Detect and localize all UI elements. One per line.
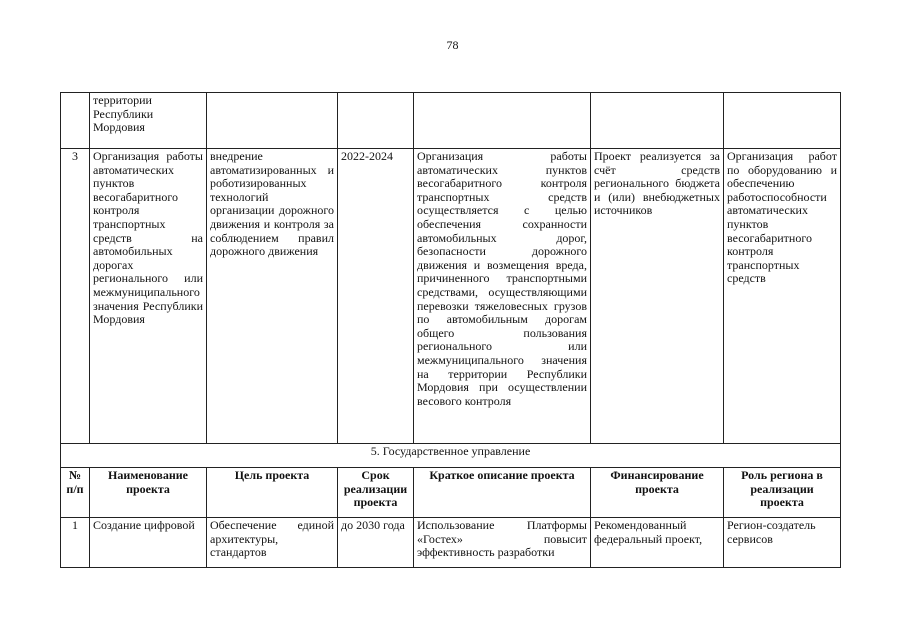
cell-goal	[207, 93, 338, 149]
header-name: Наименование проекта	[90, 468, 207, 518]
section-title: 5. Государственное управление	[61, 444, 841, 468]
cell-period: 2022-2024	[338, 149, 414, 444]
header-num: № п/п	[61, 468, 90, 518]
cell-financing	[591, 93, 724, 149]
cell-role	[724, 93, 841, 149]
header-role: Роль региона в реализации проекта	[724, 468, 841, 518]
cell-period	[338, 93, 414, 149]
header-row	[61, 468, 841, 518]
cell-num: 1	[61, 518, 90, 568]
cell-name: Организация работы автоматических пунктов весогабаритного контроля транспортных средств на автомобильных дорогах регионального или межмуниципального значения Республики Мордовия	[90, 149, 207, 444]
cell-role: Регион-создатель сервисов	[724, 518, 841, 568]
header-financing: Финансирование проекта	[591, 468, 724, 518]
cell-description	[414, 93, 591, 149]
cell-description: Использование Платформы «Гостех» повысит эффективность разработки	[414, 518, 591, 568]
page-number: 78	[446, 38, 459, 52]
cell-name: территории Республики Мордовия	[90, 93, 207, 149]
cell-description: Организация работы автоматических пунктов весогабаритного контроля транспортных средств осуществляется с целью обеспечения сохранности автомобильных дорог, безопасности дорожного движения и возмещения вреда, причиненного транспортными средствами, осуществляющими перевозки тяжеловесных грузов по автомобильным дорогам общего пользования регионального или межмуниципального значения на территории Республики Мордовия при осуществлении весового контроля	[414, 149, 591, 444]
table-row-continuation	[61, 93, 841, 149]
table-row-3	[61, 149, 841, 444]
header-goal: Цель проекта	[207, 468, 338, 518]
cell-num: 3	[61, 149, 90, 444]
table-row-1	[61, 518, 841, 568]
header-period: Срок реализации проекта	[338, 468, 414, 518]
cell-role: Организация работ по оборудованию и обеспечению работоспособности автоматических пунктов весогабаритного контроля транспортных средств	[724, 149, 841, 444]
projects-table	[60, 92, 841, 568]
cell-financing: Рекомендованный федеральный проект,	[591, 518, 724, 568]
header-description: Краткое описание проекта	[414, 468, 591, 518]
cell-goal: внедрение автоматизированных и роботизированных технологий организации дорожного движения и контроля за соблюдением правил дорожного движения	[207, 149, 338, 444]
cell-financing: Проект реализуется за счёт средств регионального бюджета и (или) внебюджетных источников	[591, 149, 724, 444]
cell-num	[61, 93, 90, 149]
cell-name: Создание цифровой	[90, 518, 207, 568]
cell-goal: Обеспечение единой архитектуры, стандартов	[207, 518, 338, 568]
cell-period: до 2030 года	[338, 518, 414, 568]
section-row	[61, 444, 841, 468]
